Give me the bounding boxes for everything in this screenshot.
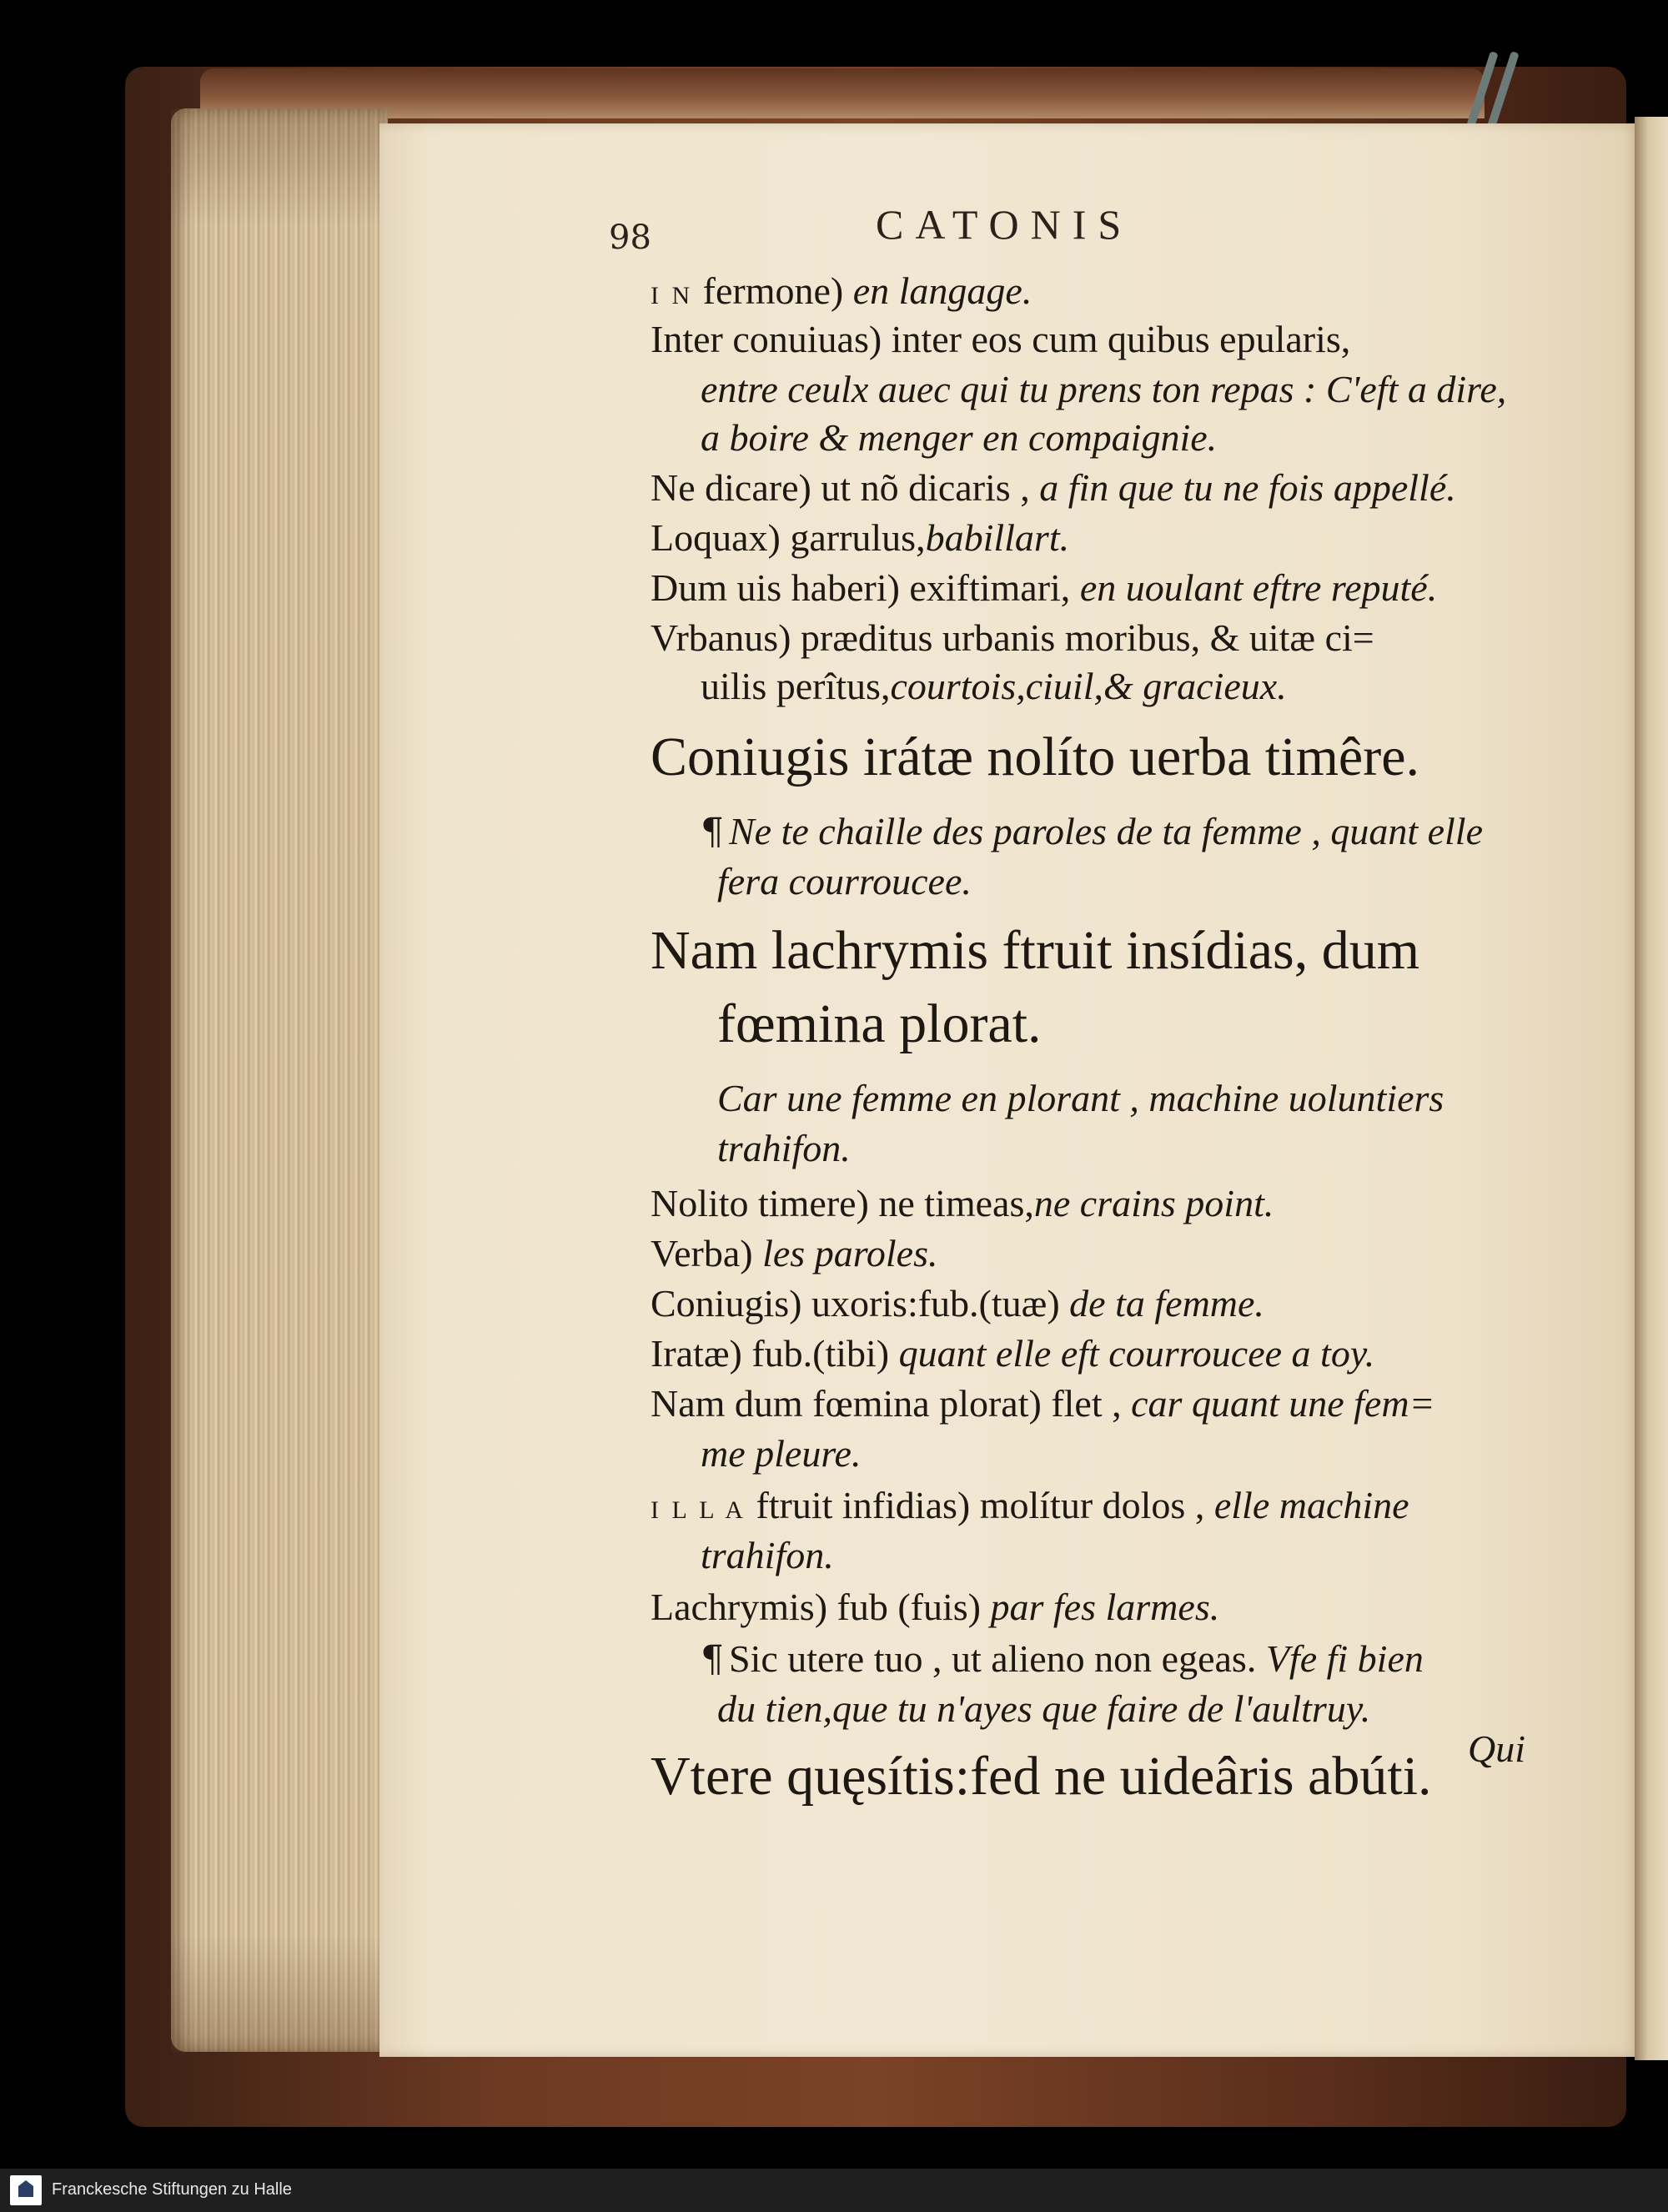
pilcrow-icon: ¶ (701, 811, 724, 853)
institution-logo-icon (10, 2175, 42, 2205)
text-line: I L L A ftruit infidias) molítur dolos , elle machine (651, 1484, 1409, 1526)
running-title: CATONIS (876, 201, 1133, 248)
book-top-edge (200, 68, 1485, 118)
text-line: ¶ Sic utere tuo , ut alieno non egeas. Vfe fi bien (701, 1637, 1424, 1681)
text-line: Nolito timere) ne timeas,ne crains point. (651, 1182, 1274, 1224)
text-line: fera courroucee. (717, 860, 972, 902)
text-line: Car une femme en plorant , machine uoluntiers (717, 1077, 1444, 1119)
page-fore-edge (171, 108, 388, 2052)
text-line: uilis perîtus,courtois,ciuil,& gracieux. (701, 665, 1287, 707)
text-line: I N fermone) en langage. (651, 269, 1032, 312)
opposite-page-edge (1635, 117, 1668, 2060)
text-line: trahifon. (701, 1534, 834, 1576)
text-line: du tien,que tu n'ayes que faire de l'aultruy. (717, 1687, 1371, 1730)
text-line: Inter conuiuas) inter eos cum quibus epularis, (651, 318, 1351, 360)
text-line: me pleure. (701, 1432, 862, 1475)
page-number: 98 (609, 219, 651, 257)
institution-name: Franckesche Stiftungen zu Halle (52, 2180, 292, 2199)
text-line: Coniugis) uxoris:fub.(tuæ) de ta femme. (651, 1282, 1264, 1325)
text-line: Dum uis haberi) exiftimari, en uoulant eftre reputé. (651, 566, 1438, 609)
text-line: a boire & menger en compaignie. (701, 416, 1218, 459)
text-line: entre ceulx auec qui tu prens ton repas : C'eft a dire, (701, 368, 1507, 410)
text-line: trahifon. (717, 1127, 851, 1169)
text-line: Lachrymis) fub (fuis) par fes larmes. (651, 1586, 1220, 1628)
text-line: Nam dum fœmina plorat) flet , car quant une fem= (651, 1382, 1435, 1425)
page-header (609, 200, 1543, 257)
text-line: Verba) les paroles. (651, 1232, 938, 1274)
text-line: Iratæ) fub.(tibi) quant elle eft courroucee a toy. (651, 1332, 1375, 1375)
verse-line: Coniugis irátæ nolíto uerba timêre. (651, 726, 1420, 787)
text-line: Vrbanus) præditus urbanis moribus, & uitæ ci= (651, 616, 1374, 659)
text-line: Ne dicare) ut nõ dicaris , a fin que tu ne fois appellé. (651, 466, 1456, 509)
verse-line: fœmina plorat. (717, 993, 1042, 1054)
text-line: ¶ Ne te chaille des paroles de ta femme , quant elle (701, 810, 1484, 853)
text-line: Loquax) garrulus,babillart. (651, 516, 1070, 559)
footer-bar (0, 2169, 1668, 2212)
pilcrow-icon: ¶ (701, 1638, 724, 1681)
verse-line: Vtere quęsítis:fed ne uideâris abúti. (651, 1746, 1432, 1807)
catchword: Qui (1468, 1727, 1525, 1770)
verse-line: Nam lachrymis ftruit insídias, dum (651, 920, 1420, 981)
